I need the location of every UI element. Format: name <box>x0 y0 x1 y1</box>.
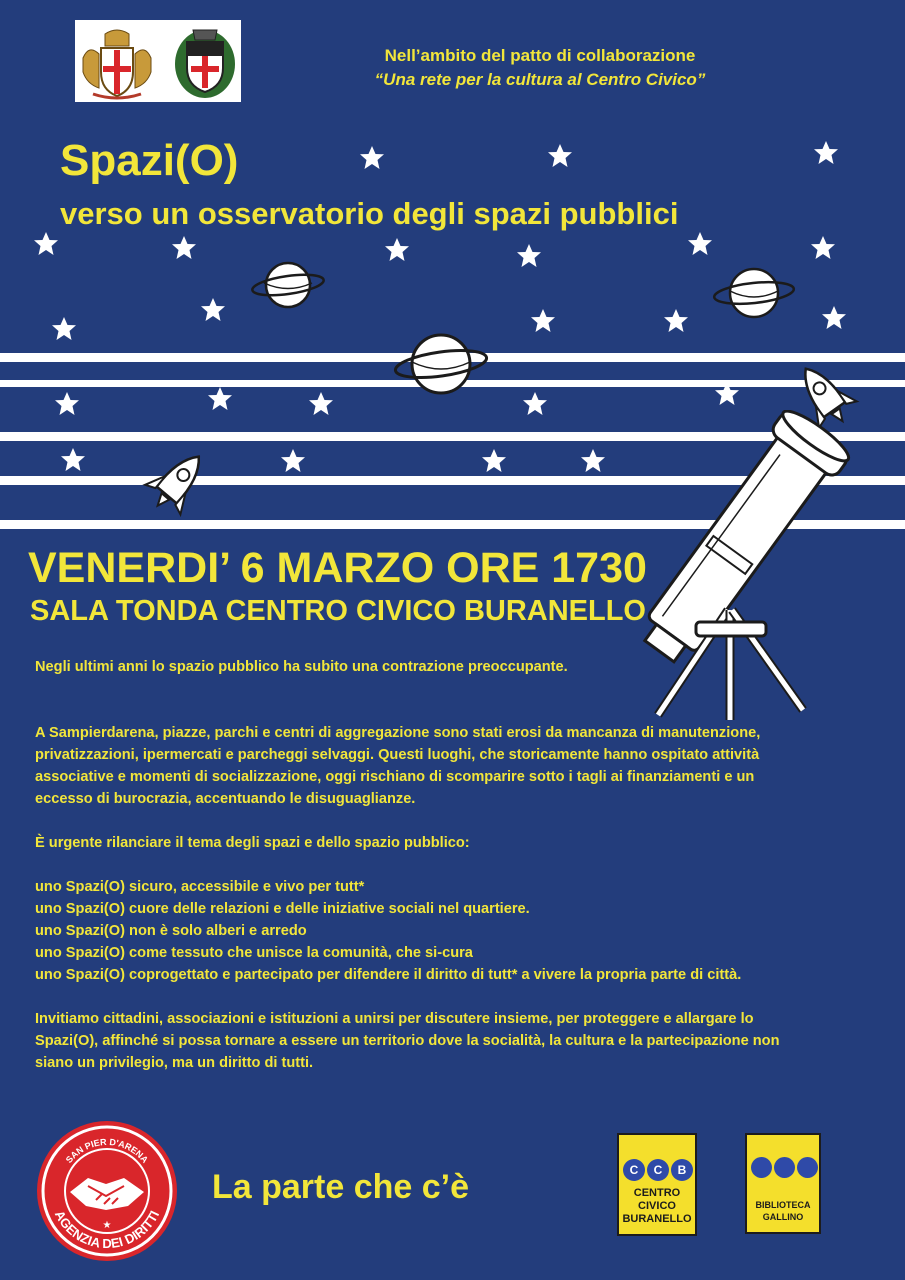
bib-line: GALLINO <box>762 1212 804 1222</box>
header-line-2: “Una rete per la cultura al Centro Civico” <box>374 70 706 89</box>
context-line: eccesso di burocrazia, accentuando le disuguaglianze. <box>35 791 416 807</box>
agenzia-dei-diritti-logo <box>36 1120 178 1262</box>
circle-icon <box>751 1157 772 1178</box>
circle-icon <box>797 1157 818 1178</box>
list-item: uno Spazi(O) come tessuto che unisce la comunità, che si-cura <box>35 945 473 961</box>
rocket-icon <box>130 440 220 530</box>
context-line: associative e momenti di socializzazione, oggi rischiano di scomparire sotto i tagli ai finanziamenti e un <box>35 769 755 785</box>
ccb-letter: C <box>623 1159 645 1181</box>
page-title: Spazi(O) <box>60 136 239 185</box>
list-item: uno Spazi(O) cuore delle relazioni e delle iniziative sociali nel quartiere. <box>35 901 530 917</box>
page-subtitle: verso un osservatorio degli spazi pubblici <box>60 196 679 231</box>
coat-of-arms-icon <box>75 20 241 102</box>
context-line: A Sampierdarena, piazze, parchi e centri di aggregazione sono stati erosi da mancanza di manutenzione, <box>35 725 761 741</box>
event-date: VENERDI’ 6 MARZO ORE 1730 <box>28 544 647 592</box>
logo-top-text: SAN PIER D'ARENA <box>63 1136 151 1165</box>
biblioteca-gallino-logo <box>745 1133 821 1234</box>
tagline: La parte che c’è <box>212 1168 470 1206</box>
planet-icon <box>710 258 800 328</box>
crests-logo <box>75 20 241 102</box>
body-text <box>35 656 880 1074</box>
context-line: privatizzazioni, ipermercati e parcheggi selvaggi. Questi luoghi, che storicamente hanno ospitato attività <box>35 747 760 763</box>
ccb-letter: B <box>671 1159 693 1181</box>
list-item: uno Spazi(O) non è solo alberi e arredo <box>35 923 307 939</box>
planet-icon <box>393 322 493 407</box>
header-text <box>330 44 750 92</box>
list-item: uno Spazi(O) coprogettato e partecipato per difendere il diritto di tutt* a vivere la propria parte di città. <box>35 967 742 983</box>
ccb-line: CIVICO <box>638 1200 676 1212</box>
ccb-line: BURANELLO <box>622 1213 692 1225</box>
event-place: SALA TONDA CENTRO CIVICO BURANELLO <box>30 595 646 627</box>
centro-civico-buranello-logo <box>617 1133 697 1236</box>
circle-icon <box>774 1157 795 1178</box>
ccb-line: CENTRO <box>633 1187 681 1199</box>
list-item: uno Spazi(O) sicuro, accessibile e vivo per tutt* <box>35 879 365 895</box>
logo-bottom-text: AGENZIA DEI DIRITTI <box>51 1207 163 1252</box>
invite-line: siano un privilegio, ma un diritto di tutti. <box>35 1055 314 1071</box>
invite-line: Spazi(O), affinché si possa tornare a essere un territorio dove la socialità, la cultura e la partecipazione non <box>35 1033 780 1049</box>
header-line-1: Nell’ambito del patto di collaborazione <box>384 46 696 65</box>
planet-icon <box>250 250 330 320</box>
bib-line: BIBLIOTECA <box>755 1200 811 1210</box>
urgent-paragraph: È urgente rilanciare il tema degli spazi e dello spazio pubblico: <box>35 835 470 851</box>
ccb-letter: C <box>647 1159 669 1181</box>
intro-paragraph: Negli ultimi anni lo spazio pubblico ha subito una contrazione preoccupante. <box>35 659 568 675</box>
star-icon: ★ <box>102 1220 112 1231</box>
invite-line: Invitiamo cittadini, associazioni e istituzioni a unirsi per discutere insieme, per proteggere e allargare lo <box>35 1011 754 1027</box>
